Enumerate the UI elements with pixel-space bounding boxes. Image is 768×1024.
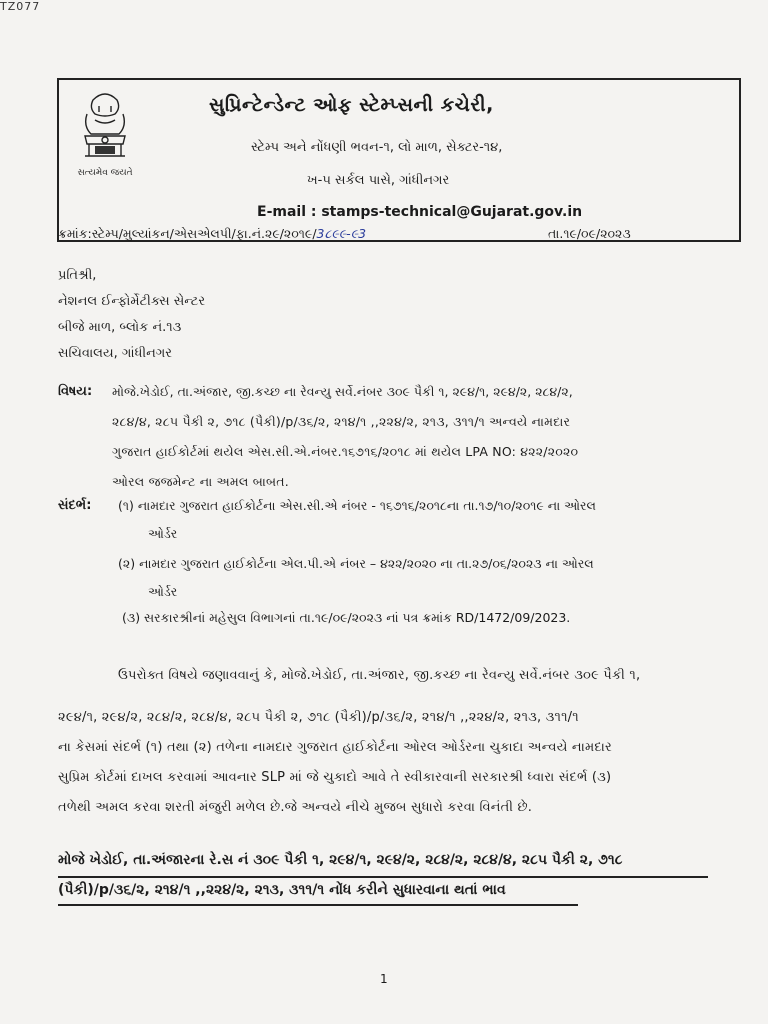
national-emblem	[65, 86, 145, 186]
subject-line: ૨૮૪/૪, ૨૮૫ પૈકી ૨, ૭૧૮ (પૈકી)/p/૩૬/૨, ૨૧૪/૧ ,,૨૨૪/૨, ૨૧૩, ૩૧૧/૧ અન્વયે નામદાર	[112, 414, 571, 429]
bold-heading-line: મોજે ખેડોઈ, તા.અંજારના રે.સ નં ૩૦૯ પૈકી ૧, ૨૯૪/૧, ૨૯૪/૨, ૨૮૪/૨, ૨૮૪/૪, ૨૮૫ પૈકી ૨, ૭૧૮	[58, 852, 623, 868]
subject-label: વિષય:	[58, 384, 93, 399]
scan-mark: TZ077	[0, 0, 41, 13]
subject-line: ઓરલ જજમેન્ટ ના અમલ બાબત.	[112, 474, 289, 489]
reference-line	[58, 226, 758, 242]
office-address-line: સ્ટેમ્પ અને નોંધણી ભવન-૧, લો માળ, સેક્ટર-૧૪,	[251, 140, 503, 155]
addressee-line: પ્રતિશ્રી,	[58, 268, 97, 283]
body-line: તળેથી અમલ કરવા શરતી મંજુરી મળેલ છે.જે અન્વયે નીચે મુજબ સુધારો કરવા વિનંતી છે.	[58, 800, 533, 815]
letter-date: તા.૧૯/૦૯/૨૦૨૩	[548, 226, 631, 241]
body-line: સુપ્રિમ કોર્ટમાં દાખલ કરવામાં આવનાર SLP માં જે ચુકાદો આવે તે સ્વીકારવાની સરકારશ્રી ધ્વારા સંદર્ભ (૩)	[58, 770, 612, 785]
reference-item: ઓર્ડર	[148, 584, 178, 599]
office-email: E-mail : stamps-technical@Gujarat.gov.in	[257, 204, 583, 220]
heading-underline	[58, 904, 578, 906]
letterhead	[57, 78, 741, 242]
reference-item: ઓર્ડર	[148, 526, 178, 541]
reference-item: (૩) સરકારશ્રીનાં મહેસુલ વિભાગનાં તા.૧૯/૦૯/૨૦૨૩ નાં પત્ર ક્રમાંક RD/1472/09/2023.	[122, 610, 571, 625]
subject-line: મોજે.ખેડોઈ, તા.અંજાર, જી.કચ્છ ના રેવન્યુ સર્વે.નંબર ૩૦૯ પૈકી ૧, ૨૯૪/૧, ૨૯૪/૨, ૨૮૪/૨,	[112, 384, 573, 399]
body-line: ૨૯૪/૧, ૨૯૪/૨, ૨૮૪/૨, ૨૮૪/૪, ૨૮૫ પૈકી ૨, ૭૧૮ (પૈકી)/p/૩૬/૨, ૨૧૪/૧ ,,૨૨૪/૨, ૨૧૩, ૩૧૧/૧	[58, 710, 579, 725]
reference-item: (૧) નામદાર ગુજરાત હાઈકોર્ટના એસ.સી.એ નંબર - ૧૬૭૧૬/૨૦૧૮ના તા.૧૭/૧૦/૨૦૧૯ ના ઓરલ	[118, 498, 596, 513]
bold-heading-line: (પૈકી)/p/૩૬/૨, ૨૧૪/૧ ,,૨૨૪/૨, ૨૧૩, ૩૧૧/૧ નોંધ કરીને સુધારવાના થતાં ભાવ	[58, 882, 506, 898]
subject-line: ગુજરાત હાઈકોર્ટમાં થયેલ એસ.સી.એ.નંબર.૧૬૭૧૬/૨૦૧૮ માં થયેલ LPA NO: ૪૨૨/૨૦૨૦	[112, 444, 579, 459]
addressee-line: બીજે માળ, બ્લોક નં.૧૩	[58, 320, 182, 335]
addressee-line: સચિવાલય, ગાંધીનગર	[58, 346, 172, 361]
references-label: સંદર્ભ:	[58, 498, 92, 513]
addressee-line: નેશનલ ઈન્ફોર્મેટીક્સ સેન્ટર	[58, 294, 206, 309]
office-title: સુપ્રિન્ટેન્ડેન્ટ ઓફ સ્ટેમ્પ્સની કચેરી,	[209, 94, 494, 116]
body-line: ના કેસમાં સંદર્ભ (૧) તથા (૨) તળેના નામદાર ગુજરાત હાઈકોર્ટના ઓરલ ઓર્ડરના ચુકાદા અન્વયે નામદાર	[58, 740, 612, 755]
page-number: 1	[380, 972, 388, 986]
office-address-line: ખ-૫ સર્કલ પાસે, ગાંધીનગર	[307, 173, 450, 188]
reference-item: (૨) નામદાર ગુજરાત હાઈકોર્ટના એલ.પી.એ નંબર – ૪૨૨/૨૦૨૦ ના તા.૨૭/૦૬/૨૦૨૩ ના ઓરલ	[118, 556, 594, 571]
emblem-motto: સત્યમેવ જયતે	[77, 168, 133, 178]
lion-capital-icon	[65, 86, 145, 170]
heading-underline	[58, 876, 708, 878]
body-line: ઉપરોક્ત વિષયે જણાવવાનું કે, મોજે.ખેડોઈ, તા.અંજાર, જી.કચ્છ ના રેવન્યુ સર્વે.નંબર ૩૦૯ પૈકી ૧,	[118, 668, 641, 683]
reference-number: ક્રમાંક:સ્ટેમ્પ/મુલ્યાંકન/એસએલપી/ફા.નં.૨૯/૨૦૧૯/	[58, 226, 317, 241]
handwritten-number: 3૮૯૯-૯3	[316, 226, 367, 241]
